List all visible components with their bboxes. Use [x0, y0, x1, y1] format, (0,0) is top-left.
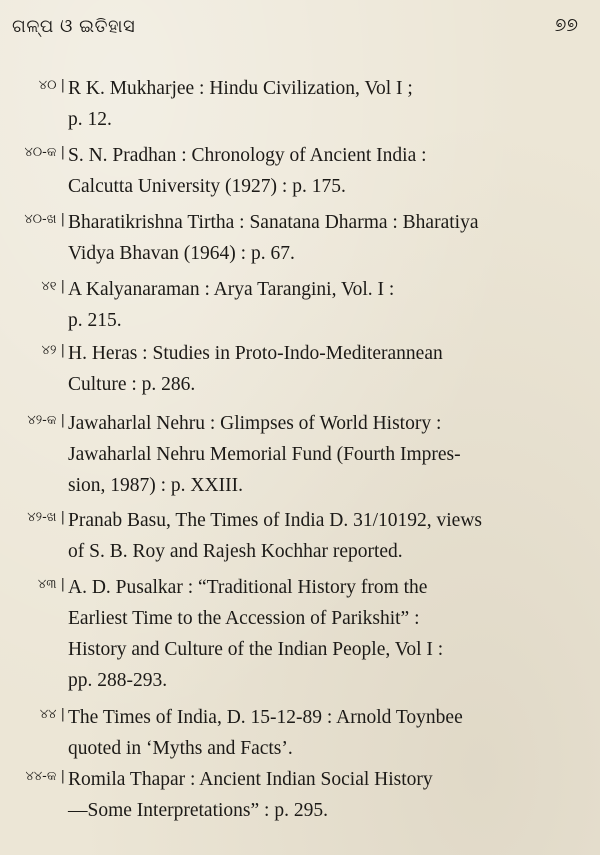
note-text-line: A Kalyanaraman : Arya Tarangini, Vol. I :: [68, 279, 395, 300]
note-marker: ୪୧ |: [41, 279, 65, 294]
endnote: [0, 411, 600, 508]
note-text-line: Calcutta University (1927) : p. 175.: [68, 176, 346, 197]
note-text-line: p. 215.: [68, 310, 122, 331]
note-marker: ୪୨ |: [41, 343, 65, 358]
note-text-line: Romila Thapar : Ancient Indian Social History: [68, 769, 433, 790]
note-marker: ୪୩ |: [37, 577, 65, 592]
endnote: [0, 575, 600, 705]
note-text-line: A. D. Pusalkar : “Traditional History from the: [68, 577, 428, 598]
note-text-line: Jawaharlal Nehru Memorial Fund (Fourth Impres-: [68, 444, 461, 465]
note-marker: ୪୨-ଖ |: [27, 510, 65, 525]
running-title: ଗଳ୍ପ ଓ ଇତିହାସ: [12, 16, 136, 37]
note-text-line: Culture : p. 286.: [68, 374, 196, 395]
note-text-line: Bharatikrishna Tirtha : Sanatana Dharma : Bharatiya: [68, 212, 479, 233]
running-head: [12, 14, 578, 48]
note-text-line: R K. Mukharjee : Hindu Civilization, Vol I ;: [68, 78, 413, 99]
endnote: [0, 143, 600, 210]
endnote: [0, 277, 600, 341]
endnote: [0, 76, 600, 143]
endnote: [0, 341, 600, 411]
note-marker: ୪୪ |: [39, 707, 65, 722]
note-text-line: Vidya Bhavan (1964) : p. 67.: [68, 243, 295, 264]
note-text-line: The Times of India, D. 15-12-89 : Arnold Toynbee: [68, 707, 463, 728]
note-marker: ୪୦-କ |: [24, 145, 65, 160]
page-number: ୭୭: [554, 14, 578, 36]
note-text-line: quoted in ‘Myths and Facts’.: [68, 738, 293, 759]
endnote: [0, 210, 600, 277]
note-text-line: [68, 508, 482, 534]
note-text-line: p. 12.: [68, 109, 112, 130]
endnote: [0, 705, 600, 767]
note-marker: ୪୨-କ |: [27, 413, 65, 428]
citation-text: Pranab Basu, The Times of India D. 31/10192, views: [68, 510, 482, 531]
endnote: [0, 767, 600, 829]
note-text-line: S. N. Pradhan : Chronology of Ancient India :: [68, 145, 427, 166]
note-text-line: —Some Interpretations” : p. 295.: [68, 800, 328, 821]
note-text-line: sion, 1987) : p. XXIII.: [68, 475, 243, 496]
endnote: [0, 508, 600, 575]
note-marker: ୪୦-ଖ |: [24, 212, 65, 227]
note-text-line: Earliest Time to the Accession of Parikshit” :: [68, 608, 420, 629]
note-text-line: Jawaharlal Nehru : Glimpses of World History :: [68, 413, 442, 434]
endnotes-list: [0, 76, 600, 829]
note-marker: ୪୦ |: [38, 78, 65, 93]
note-marker: ୪୪-କ |: [25, 769, 65, 784]
note-text-line: H. Heras : Studies in Proto-Indo-Mediterannean: [68, 343, 443, 364]
note-text-line: pp. 288-293.: [68, 670, 168, 691]
note-text-line: of S. B. Roy and Rajesh Kochhar reported.: [68, 541, 403, 562]
note-text-line: History and Culture of the Indian People, Vol I :: [68, 639, 444, 660]
